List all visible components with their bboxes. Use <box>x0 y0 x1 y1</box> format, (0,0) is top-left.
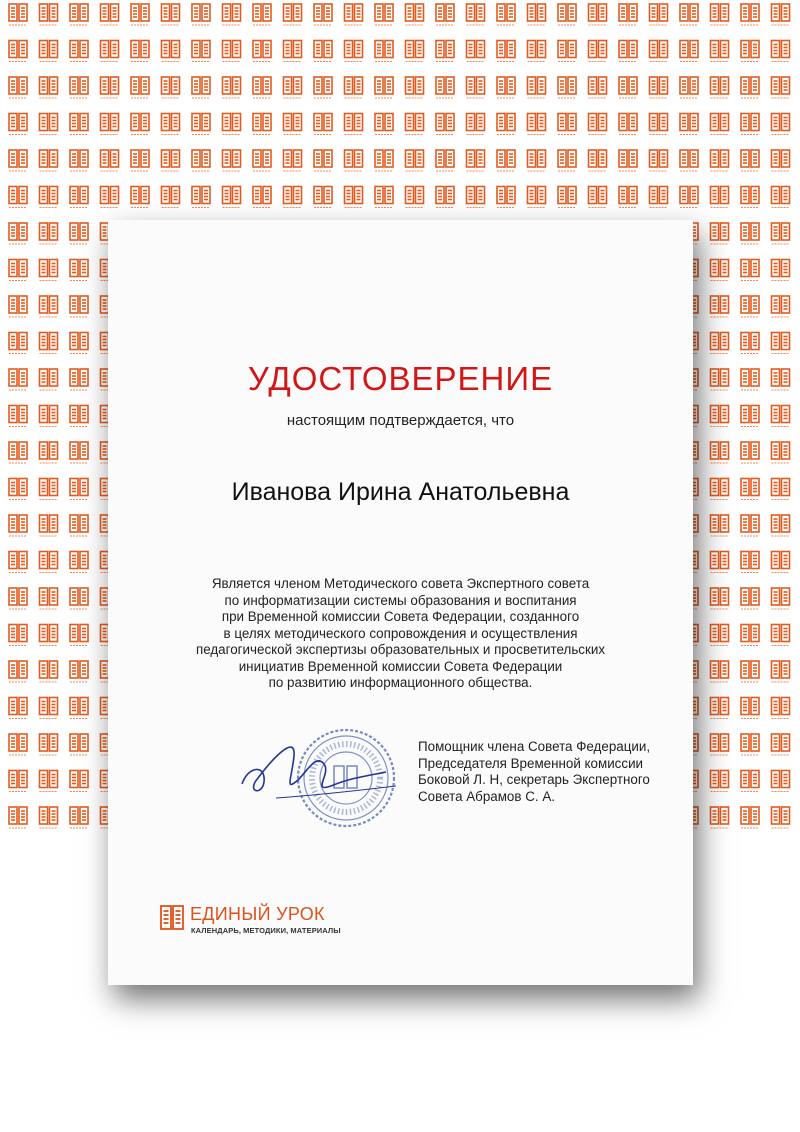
body-line: по развитию информационного общества. <box>268 675 533 690</box>
signer-line: Помощник члена Совета Федерации, <box>418 739 651 754</box>
body-line: при Временной комиссии Совета Федерации, созданного <box>221 609 580 624</box>
certificate-body <box>148 576 653 692</box>
book-icon <box>160 905 184 931</box>
stamp-seal <box>298 730 394 826</box>
certificate-subtitle: настоящим подтверждается, что <box>286 412 515 429</box>
brand-name: ЕДИНЫЙ УРОК <box>190 904 325 924</box>
body-line: в целях методического сопровождения и осуществления <box>223 625 578 641</box>
recipient-name: Иванова Ирина Анатольевна <box>231 478 570 506</box>
seal-and-signature <box>236 726 406 832</box>
certificate-title: УДОСТОВЕРЕНИЕ <box>247 360 554 397</box>
signer-info <box>418 739 683 805</box>
body-line: инициатив Временной комиссии Совета Федерации <box>238 658 563 674</box>
certificate-page <box>108 220 693 985</box>
brand-tagline: КАЛЕНДАРЬ, МЕТОДИКИ, МАТЕРИАЛЫ <box>191 926 341 935</box>
signer-line: Совета Абрамов С. А. <box>418 788 555 804</box>
body-line: педагогической экспертизы образовательных и просветительских <box>195 642 606 657</box>
signer-line: Боковой Л. Н, секретарь Экспертного <box>418 772 650 787</box>
signer-line: Председателя Временной комиссии <box>418 755 644 771</box>
body-line: Является членом Методического совета Экспертного совета <box>211 576 590 591</box>
brand-logo <box>160 904 400 944</box>
body-line: по информатизации системы образования и воспитания <box>224 592 577 608</box>
